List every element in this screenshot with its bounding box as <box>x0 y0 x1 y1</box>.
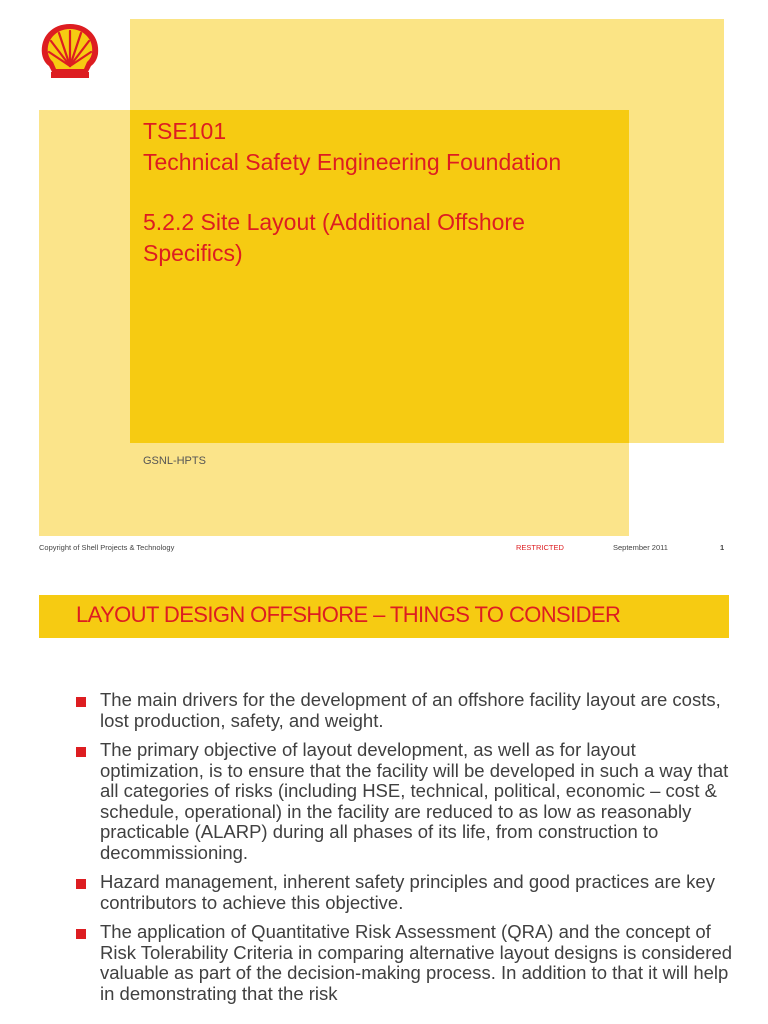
list-item <box>75 740 735 863</box>
bullet-text: The main drivers for the development of an offshore facility layout are costs, lost production, safety, and weight. <box>100 689 721 731</box>
organisation-label: GSNL-HPTS <box>143 455 206 467</box>
footer-page-number: 1 <box>720 543 725 552</box>
footer-classification: RESTRICTED <box>516 543 564 552</box>
shell-pecten-icon <box>37 22 103 82</box>
footer-copyright: Copyright of Shell Projects & Technology <box>39 543 175 552</box>
section-title-line1: 5.2.2 Site Layout (Additional Offshore <box>143 209 525 235</box>
bullet-square-icon <box>76 879 86 889</box>
course-title: Technical Safety Engineering Foundation <box>143 149 562 175</box>
bullet-text: The application of Quantitative Risk Assessment (QRA) and the concept of Risk Tolerability Criteria in comparing alternative layout designs is considered valuable as part of the decision-making process. In addition to that it will help in demonstrating that the risk <box>100 921 733 1004</box>
bullet-list <box>75 690 735 1013</box>
list-item <box>75 690 735 731</box>
slide-title-block <box>143 116 623 269</box>
section-title-line2: Specifics) <box>143 240 243 266</box>
bullet-text: Hazard management, inherent safety principles and good practices are key contributors to achieve this objective. <box>100 871 715 913</box>
content-slide <box>0 570 768 1024</box>
bullet-square-icon <box>76 697 86 707</box>
bullet-text: The primary objective of layout development, as well as for layout optimization, is to ensure that the facility will be developed in such a way that all categories of risks (including HSE, technical, political, economic – cost & schedule, operational) in the facility are reduced to as low as reasonably practicable (ALARP) during all phases of its life, from construction to decommissioning. <box>100 739 729 863</box>
bullet-square-icon <box>76 747 86 757</box>
footer-date: September 2011 <box>613 543 668 552</box>
list-item <box>75 922 735 1004</box>
course-code: TSE101 <box>143 118 227 144</box>
list-item <box>75 872 735 913</box>
slide-heading: LAYOUT DESIGN OFFSHORE – THINGS TO CONSIDER <box>76 602 621 627</box>
bullet-square-icon <box>76 929 86 939</box>
